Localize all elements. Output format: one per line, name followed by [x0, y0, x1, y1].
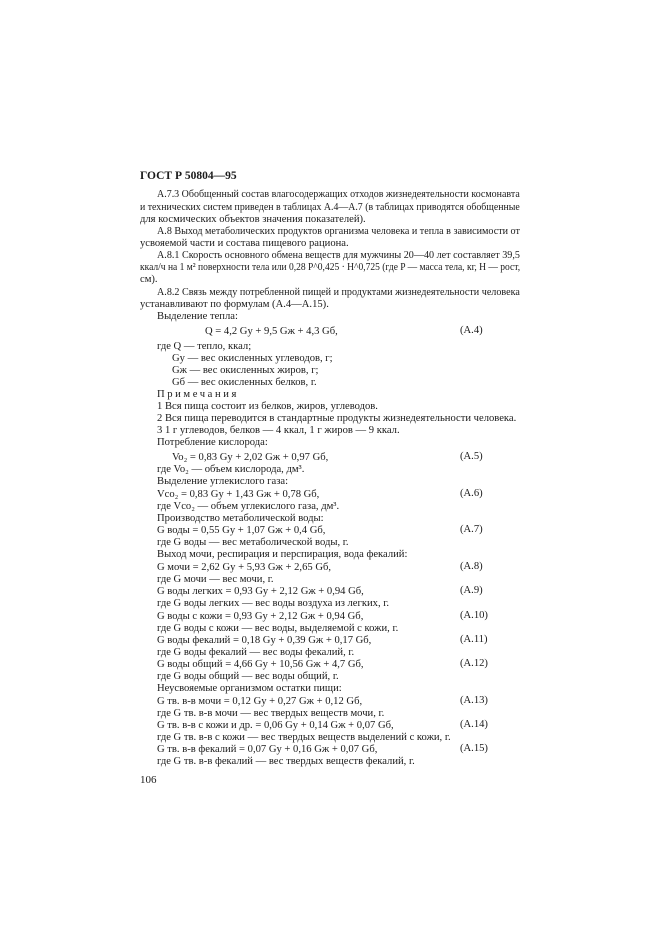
paragraph-a73-line3: для космических объектов значения показателей).: [140, 214, 366, 225]
page-number: 106: [140, 774, 157, 786]
urine-where: где G мочи — вес мочи, г.: [157, 574, 274, 585]
equation-number-a15: (А.15): [460, 743, 488, 754]
water-where: где G воды — вес метаболической воды, г.: [157, 537, 349, 548]
co2-heading: Выделение углекислого газа:: [157, 476, 289, 487]
equation-number-a14: (А.14): [460, 719, 488, 730]
equation-number-a5: (А.5): [460, 451, 483, 462]
skin-water-where: где G воды с кожи — вес воды, выделяемой с кожи, г.: [157, 623, 399, 634]
formula-a4: Q = 4,2 Gу + 9,5 Gж + 4,3 Gб,: [205, 326, 338, 337]
paragraph-a8-line2: усвояемой части и состава пищевого рациона.: [140, 238, 349, 249]
formula-a15: G тв. в-в фекалий = 0,07 Gу + 0,16 Gж + 0,07 Gб,: [157, 744, 378, 755]
paragraph-a82-line1: А.8.2 Связь между потребленной пищей и продуктами жизнедеятельности человека: [157, 287, 520, 298]
total-water-where: где G воды общий — вес воды общий, г.: [157, 671, 339, 682]
equation-number-a9: (А.9): [460, 585, 483, 596]
paragraph-a73-line2: и технических систем приведен в таблицах А.4—А.7 (в таблицах приводятся обобщенные: [140, 202, 520, 213]
paragraph-a8-line1: А.8 Выход метаболических продуктов организма человека и тепла в зависимости от: [157, 226, 520, 237]
heat-where-gu: Gу — вес окисленных углеводов, г;: [172, 353, 333, 364]
formula-a5: Vo₂ = 0,83 Gу + 2,02 Gж + 0,97 Gб,: [172, 452, 329, 463]
oxygen-heading: Потребление кислорода:: [157, 437, 268, 448]
oxygen-where: где Vo₂ — объем кислорода, дм³.: [157, 464, 305, 475]
heat-heading: Выделение тепла:: [157, 311, 238, 322]
equation-number-a6: (А.6): [460, 488, 483, 499]
heat-where-q: где Q — тепло, ккал;: [157, 341, 252, 352]
paragraph-a82-line2: устанавливают по формулам (А.4—А.15).: [140, 299, 329, 310]
formula-a7: G воды = 0,55 Gу + 1,07 Gж + 0,4 Gб,: [157, 525, 326, 536]
fecal-water-where: где G воды фекалий — вес воды фекалий, г.: [157, 647, 355, 658]
equation-number-a12: (А.12): [460, 658, 488, 669]
formula-a8: G мочи = 2,62 Gу + 5,93 Gж + 2,65 Gб,: [157, 562, 332, 573]
skin-solids-where: где G тв. в-в с кожи — вес твердых веществ выделений с кожи, г.: [157, 732, 451, 743]
urine-heading: Выход мочи, респирация и перспирация, вода фекалий:: [157, 549, 408, 560]
equation-number-a7: (А.7): [460, 524, 483, 535]
fecal-solids-where: где G тв. в-в фекалий — вес твердых веществ фекалий, г.: [157, 756, 415, 767]
heat-where-gb: Gб — вес окисленных белков, г.: [172, 377, 317, 388]
heat-where-gzh: Gж — вес окисленных жиров, г;: [172, 365, 319, 376]
formula-a14: G тв. в-в с кожи и др. = 0,06 Gу + 0,14 Gж + 0,07 Gб,: [157, 720, 394, 731]
paragraph-a81-line3: см).: [140, 274, 158, 285]
formula-a12: G воды общий = 4,66 Gу + 10,56 Gж + 4,7 Gб,: [157, 659, 364, 670]
formula-a9: G воды легких = 0,93 Gу + 2,12 Gж + 0,94 Gб,: [157, 586, 364, 597]
equation-number-a11: (А.11): [460, 634, 488, 645]
note-2: 2 Вся пища переводится в стандартные продукты жизнедеятельности человека.: [157, 413, 517, 424]
residue-heading: Неусвояемые организмом остатки пищи:: [157, 683, 342, 694]
paragraph-a73-line1: А.7.3 Обобщенный состав влагосодержащих отходов жизнедеятельности космонавта: [157, 189, 520, 200]
document-header: ГОСТ Р 50804—95: [140, 170, 237, 182]
note-1: 1 Вся пища состоит из белков, жиров, углеводов.: [157, 401, 378, 412]
formula-a13: G тв. в-в мочи = 0,12 Gу + 0,27 Gж + 0,12 Gб,: [157, 696, 363, 707]
equation-number-a13: (А.13): [460, 695, 488, 706]
water-heading: Производство метаболической воды:: [157, 513, 324, 524]
note-3: 3 1 г углеводов, белков — 4 ккал, 1 г жиров — 9 ккал.: [157, 425, 400, 436]
urine-solids-where: где G тв. в-в мочи — вес твердых веществ мочи, г.: [157, 708, 385, 719]
formula-a6: Vco₂ = 0,83 Gу + 1,43 Gж + 0,78 Gб,: [157, 489, 320, 500]
equation-number-a4: (А.4): [460, 325, 483, 336]
paragraph-a81-line2: ккал/ч на 1 м² поверхности тела или 0,28 P^0,425 · H^0,725 (где P — масса тела, кг, H — рост,: [140, 262, 521, 273]
co2-where: где Vco₂ — объем углекислого газа, дм³.: [157, 501, 340, 512]
lung-water-where: где G воды легких — вес воды воздуха из легких, г.: [157, 598, 390, 609]
paragraph-a81-line1: А.8.1 Скорость основного обмена веществ для мужчины 20—40 лет составляет 39,5: [157, 250, 520, 261]
formula-a10: G воды с кожи = 0,93 Gу + 2,12 Gж + 0,94 Gб,: [157, 611, 364, 622]
formula-a11: G воды фекалий = 0,18 Gу + 0,39 Gж + 0,17 Gб,: [157, 635, 372, 646]
equation-number-a8: (А.8): [460, 561, 483, 572]
notes-heading: Примечания: [157, 389, 239, 400]
equation-number-a10: (А.10): [460, 610, 488, 621]
